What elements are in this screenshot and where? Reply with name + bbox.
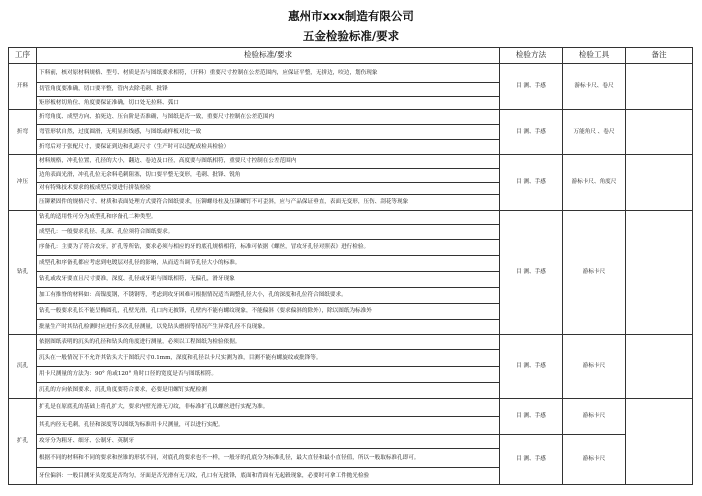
table-row — [9, 335, 693, 350]
table-row — [9, 435, 693, 449]
standard-cell: 沉头在一般情况下不允许其钻头大于图纸尺寸0.1mm，深度和孔径以卡尺实测为准，目测不能有螺旋纹或批锋等。 — [37, 350, 500, 367]
table-row — [9, 110, 693, 125]
standard-cell: 边角表面光滑，冲孔孔位无余料毛刺阻塞，切口要平整无变形，毛刺、批锋、锐角 — [37, 169, 500, 183]
company-title: 惠州市xxx制造有限公司 — [288, 9, 414, 23]
header-standard: 检验标准/要求 — [37, 48, 500, 64]
inspection-table — [8, 47, 693, 485]
process-cell: 折弯 — [9, 110, 37, 155]
process-cell: 沉孔 — [9, 335, 37, 399]
standard-cell: 弯管形状自然，过度圆滑，无明显折线感，与图纸或样板对比一致 — [37, 125, 500, 140]
remark-cell — [626, 110, 693, 155]
standard-cell: 批量生产时其钻孔检测时应进行多次孔径测量，以免钻头磨损等情况产生异常孔径不良现象。 — [37, 320, 500, 335]
remark-cell — [626, 211, 693, 335]
tool-cell: 游标卡尺 — [563, 335, 626, 399]
standard-cell: 成型孔：一般要求孔径、孔深、孔位须符合图纸要求。 — [37, 225, 500, 240]
standard-cell: 沉孔的方向依图要求，沉孔角度要符合要求，必要是用螺钉实配检测 — [37, 383, 500, 399]
tool-cell: 游标卡尺、角度尺 — [563, 155, 626, 211]
standard-cell: 加工有推脊的材料如：高镍度钢，不锈钢等，考虑到攻牙困难可根据情况适当调整孔径大小，孔的深度和孔位符合图纸要求。 — [37, 288, 500, 304]
standard-cell: 依据图纸表明的沉头的孔径和钻头的角度进行测量，必须以工程图纸为检验依据。 — [37, 335, 500, 350]
tool-cell: 游标卡尺 — [563, 435, 626, 485]
table-row — [9, 399, 693, 417]
standard-cell: 钻孔或攻牙要直且尺寸要准，深度、孔径或牙距与图纸相符，无偏孔，滑牙现象 — [37, 272, 500, 288]
table-row — [9, 211, 693, 225]
remark-cell — [626, 155, 693, 211]
header-method: 检验方法 — [500, 48, 563, 64]
method-cell: 目 测、手感 — [500, 335, 563, 399]
tool-cell: 万能角尺 、卷尺 — [563, 110, 626, 155]
method-cell: 目 测、手感 — [500, 211, 563, 335]
document-title: 五金检验标准/要求 — [302, 29, 400, 43]
remark-cell — [626, 335, 693, 399]
method-cell: 目 测、手感 — [500, 399, 563, 435]
standard-cell: 其孔内径无毛刺，孔径和深度等以图纸为标准用卡尺测量，可以进行实配。 — [37, 417, 500, 435]
standard-cell: 牙位偏斜：一般目测牙头宽度是否均匀，牙面是否光滑有无刀纹，孔口有无批锋，底面和背面有无起毂现象，必要时可拿工件抛光检验 — [37, 468, 500, 485]
header-tool: 检验工具 — [563, 48, 626, 64]
process-cell: 冲压 — [9, 155, 37, 211]
standard-cell: 下料前，核对原材料规格、型号、材质是否与图纸要求相符，（开料）重要尺寸控制在公差范围内，应保证平整，无拼边，咬边，划伤现象 — [37, 64, 500, 83]
table-row — [9, 155, 693, 169]
standard-cell: 攻牙分为粗牙、细牙、公制牙、英制牙 — [37, 435, 500, 449]
remark-cell — [626, 399, 693, 485]
tool-cell: 游标卡尺 — [563, 211, 626, 335]
standard-cell: 根据不同的材料和不同的要求和丝锥的形状不同，对底孔的要求也不一样，一般牙的孔底分为标准孔径，最大直径和最小直径值，所以一般取标准孔即可。 — [37, 449, 500, 468]
table-row — [9, 64, 693, 83]
header-remark: 备注 — [626, 48, 693, 64]
standard-cell: 序备孔：主要为了符合攻牙，扩孔等所钻，要求必须与相应的牙的底孔规格相符，标准可依据《螺丝，冒攻牙孔径对照表》进行检验。 — [37, 240, 500, 256]
standard-cell: 钻孔一般要求孔长不能呈椭圆孔，孔壁光滑，孔口内无披锋，孔壁内不能有螺纹现象，不能偏斜（要求偏斜的除外），除以图纸为标准外 — [37, 304, 500, 320]
tool-cell: 游标卡尺 — [563, 399, 626, 435]
process-cell: 开料 — [9, 64, 37, 110]
standard-cell: 钻孔的适用性可分为成型孔和序备孔二种类型。 — [37, 211, 500, 225]
standard-cell: 用卡尺测量的方法为：90° 角或120° 角时口径的宽度是否与图纸相符。 — [37, 367, 500, 383]
method-cell: 目 测、手感 — [500, 155, 563, 211]
header-process: 工序 — [9, 48, 37, 64]
standard-cell: 切管角度要准确，切口要平整，管内去除毛刺、批锋 — [37, 83, 500, 97]
standard-cell: 材料规格，冲孔位置，孔径的大小，翻边、卷边及口径，高度要与图纸相符，重要尺寸控制在公差范围内 — [37, 155, 500, 169]
standard-cell: 折弯后对于张配尺寸，要保证到边和孔距尺寸（生产时可以适配成检具检验） — [37, 140, 500, 155]
standard-cell: 扩孔是在原底孔的基础上将孔扩大，要求内壁光滑无刀纹，非标准扩孔以螺丝进行实配为准。 — [37, 399, 500, 417]
method-cell: 目 测、手感 — [500, 64, 563, 110]
remark-cell — [626, 64, 693, 110]
standard-cell: 矩形板材切角位、角度要保证准确，切口处无拉料、弧口 — [37, 97, 500, 110]
header-row — [9, 48, 693, 64]
standard-cell: 压铆紧固件的规格尺寸、材质和表面处理方式要符合图纸要求，压铆螺母柱及压铆螺钉不可歪斜，应与产品保证垂直，表面无变形，压伤、刮花等现象 — [37, 195, 500, 211]
process-cell: 扩孔 — [9, 399, 37, 485]
standard-cell: 折弯角度、成型方向、拍死边、压台阶是否准确，与图纸是否一致，重要尺寸控制在公差范围内 — [37, 110, 500, 125]
standard-cell: 对有特殊技术要求的板成型后要进行拼装检验 — [37, 183, 500, 195]
method-cell: 目 测、手感 — [500, 110, 563, 155]
method-cell: 目 测、手感 — [500, 435, 563, 485]
standard-cell: 成型孔和序备孔都应考虑到电镀层对孔径的影响，从而适当调节孔径大小的标准。 — [37, 256, 500, 272]
tool-cell: 游标卡尺、卷尺 — [563, 64, 626, 110]
process-cell: 钻孔 — [9, 211, 37, 335]
